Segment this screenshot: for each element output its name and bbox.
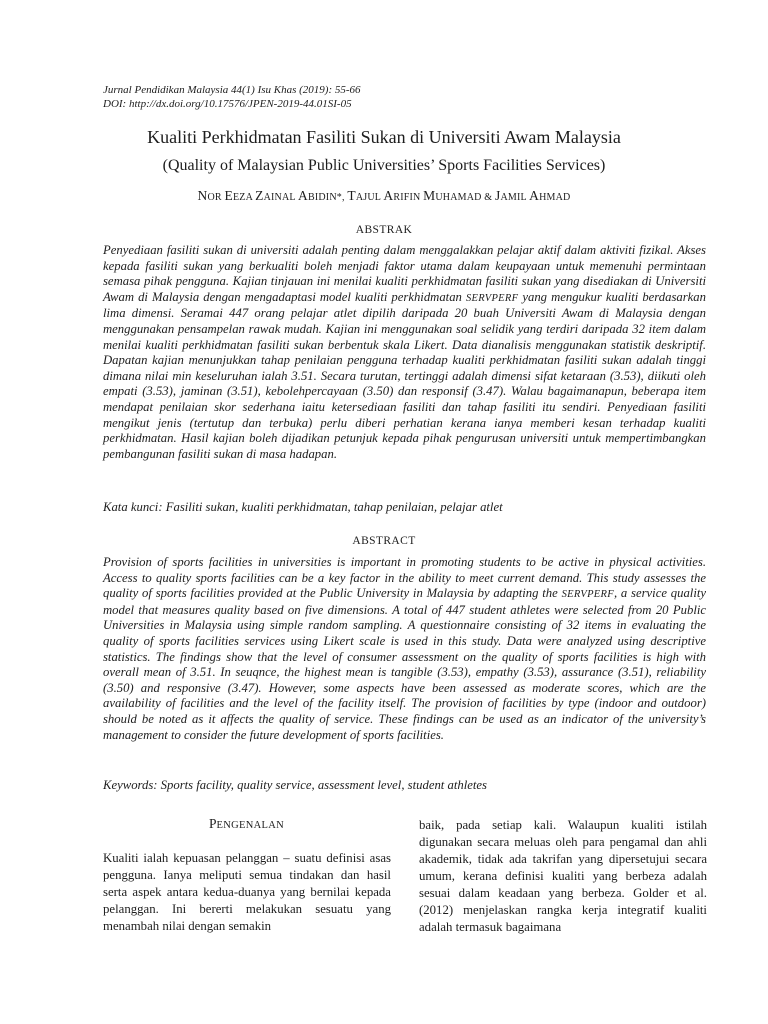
author-initial: J xyxy=(494,188,501,203)
doi-line: DOI: http://dx.doi.org/10.17576/JPEN-2019-44.01SI-05 xyxy=(103,98,352,110)
abstract-body xyxy=(103,555,706,743)
body-column-left: Kualiti ialah kepuasan pelanggan – suatu definisi asas pengguna. Ianya meliputi semua tindakan dan hasil serta aspek antara kedua-duanya yang bernilai kepada pelanggan. Ini bererti melakukan sesuatu yang menambah nilai dengan semakin xyxy=(103,851,391,933)
paper-subtitle: (Quality of Malaysian Public Universities’ Sports Facilities Services) xyxy=(162,157,606,174)
author-initial: M xyxy=(423,188,436,203)
abstract-model-name: SERVPERF xyxy=(561,589,614,601)
body-column-right: baik, pada setiap kali. Walaupun kualiti istilah digunakan secara meluas oleh para pengamal dan ahli akademik, tidak ada takrifan yang dipersetujui secara umum, kerana definisi kualiti yang berbeza adalah sesuai dalam keadaan yang berbeza. Golder et al. (2012) menjelaskan rangka kerja integratif kualiti adalah termasuk bagaimana xyxy=(419,818,707,934)
abstrak-heading: ABSTRAK xyxy=(355,224,413,236)
author-list xyxy=(0,188,768,204)
author-name-part: HMAD xyxy=(539,192,571,203)
abstract-keywords: Keywords: Sports facility, quality service, assessment level, student athletes xyxy=(103,778,487,792)
author-initial: E xyxy=(224,188,233,203)
author-name-part: AJUL xyxy=(355,192,384,203)
journal-citation: Jurnal Pendidikan Malaysia 44(1) Isu Khas (2019): 55-66 xyxy=(103,84,361,96)
author-initial: A xyxy=(529,188,540,203)
author-name-part: OR xyxy=(207,192,225,203)
author-name-part: UHAMAD & xyxy=(435,192,495,203)
abstrak-keywords: Kata kunci: Fasiliti sukan, kualiti perkhidmatan, tahap penilaian, pelajar atlet xyxy=(103,500,503,514)
section-heading-pengenalan xyxy=(103,816,390,832)
abstrak-text-2: yang mengukur kualiti berdasarkan lima dimensi. Seramai 447 orang pelajar atlet dipilih daripada 20 buah Universiti Awam di Malaysia dengan menggunakan pensampelan rawak mudah. Kajian ini menggunakan soal selidik yang terdiri daripada 32 item dalam menilai kualiti perkhidmatan fasiliti sukan berbentuk skala Likert. Data dianalisis menggunakan statistik deskriptif. Dapatan kajian menunjukkan tahap penilaian pengguna terhadap kualiti perkhidmatan fasiliti sukan adalah tinggi dimana nilai min keseluruhan ialah 3.51. Secara turutan, tertinggi adalah dimensi sifat ketaraan (3.53), diikuti oleh empati (3.53), jaminan (3.51), kebolehpercayaan (3.50) dan responsif (3.47). Walau bagaimanapun, beberapa item mendapat penilaian skor sederhana iaitu ketersediaan fasiliti dan tahap fasiliti itu sendiri. Penyediaan fasiliti mengikut jenis (tertutup dan terbuka) perlu diberi perhatian kerana ianya memberi kesan terhadap kualiti perkhidmatan. Hasil kajian boleh dijadikan petunjuk kepada pihak pengurusan universiti untuk mempertimbangkan pembangunan fasiliti sukan di masa hadapan. xyxy=(103,289,706,461)
author-name-part: AMIL xyxy=(500,192,530,203)
author-name-part: RIFIN xyxy=(393,192,424,203)
author-name-part: AINAL xyxy=(263,192,299,203)
author-initial: A xyxy=(298,188,308,203)
author-name-part: EZA xyxy=(232,192,256,203)
abstract-text-2: , a service quality model that measures quality based on five dimensions. A total of 447 student athletes were selected from 20 Public Universities in Malaysia using simple random sampling. A questionnaire consisting of 32 items in evaluating the quality of sports facilities services using Likert scale is used in this study. Data were analyzed using descriptive statistics. The findings show that the level of consumer assessment on the quality of sports facilities is high with overall mean of 3.51. In seuqnce, the highest mean is tangible (3.53), empathy (3.53), assurance (3.51), reliability (3.50) and responsive (3.47). However, some aspects have been assessed as moderate scores, which are the availability of facilities and the level of the facility itself. The provision of facilities by type (indoor and outdoor) should be noted as it affects the quality of service. These findings can be used as an indicator of the university’s management to consider the future development of sports facilities. xyxy=(103,586,706,742)
paper-title: Kualiti Perkhidmatan Fasiliti Sukan di Universiti Awam Malaysia xyxy=(147,127,621,147)
author-initial: N xyxy=(197,188,208,203)
author-initial: T xyxy=(347,188,356,203)
abstrak-text-1: Penyediaan fasiliti sukan di universiti adalah penting dalam menggalakkan pelajar aktif dalam aktiviti fizikal. Akses kepada fasiliti sukan yang berkualiti boleh menjadi faktor utama dalam keupayaan untuk memenuhi permintaan semasa pihak pengguna. Kajian tinjauan ini menilai kualiti perkhidmatan fasiliti sukan yang disediakan di Universiti Awam di Malaysia dengan mengadaptasi model kualiti perkhidmatan xyxy=(103,243,706,304)
author-name-part: BIDIN*, xyxy=(307,192,348,203)
section-initial: P xyxy=(209,816,217,831)
author-initial: Z xyxy=(255,188,264,203)
abstrak-body xyxy=(103,243,706,462)
running-header xyxy=(103,83,361,111)
section-name-part: ENGENALAN xyxy=(216,820,284,831)
author-initial: A xyxy=(383,188,394,203)
abstract-text-1: Provision of sports facilities in universities is important in promoting students to be active in physical activities. Access to quality sports facilities can be a key factor in the ability to meet current demand. This study assesses the quality of sports facilities provided at the Public University in Malaysia by adapting the xyxy=(103,555,706,601)
abstrak-model-name: SERVPERF xyxy=(465,292,519,304)
abstract-heading: ABSTRACT xyxy=(352,535,416,547)
